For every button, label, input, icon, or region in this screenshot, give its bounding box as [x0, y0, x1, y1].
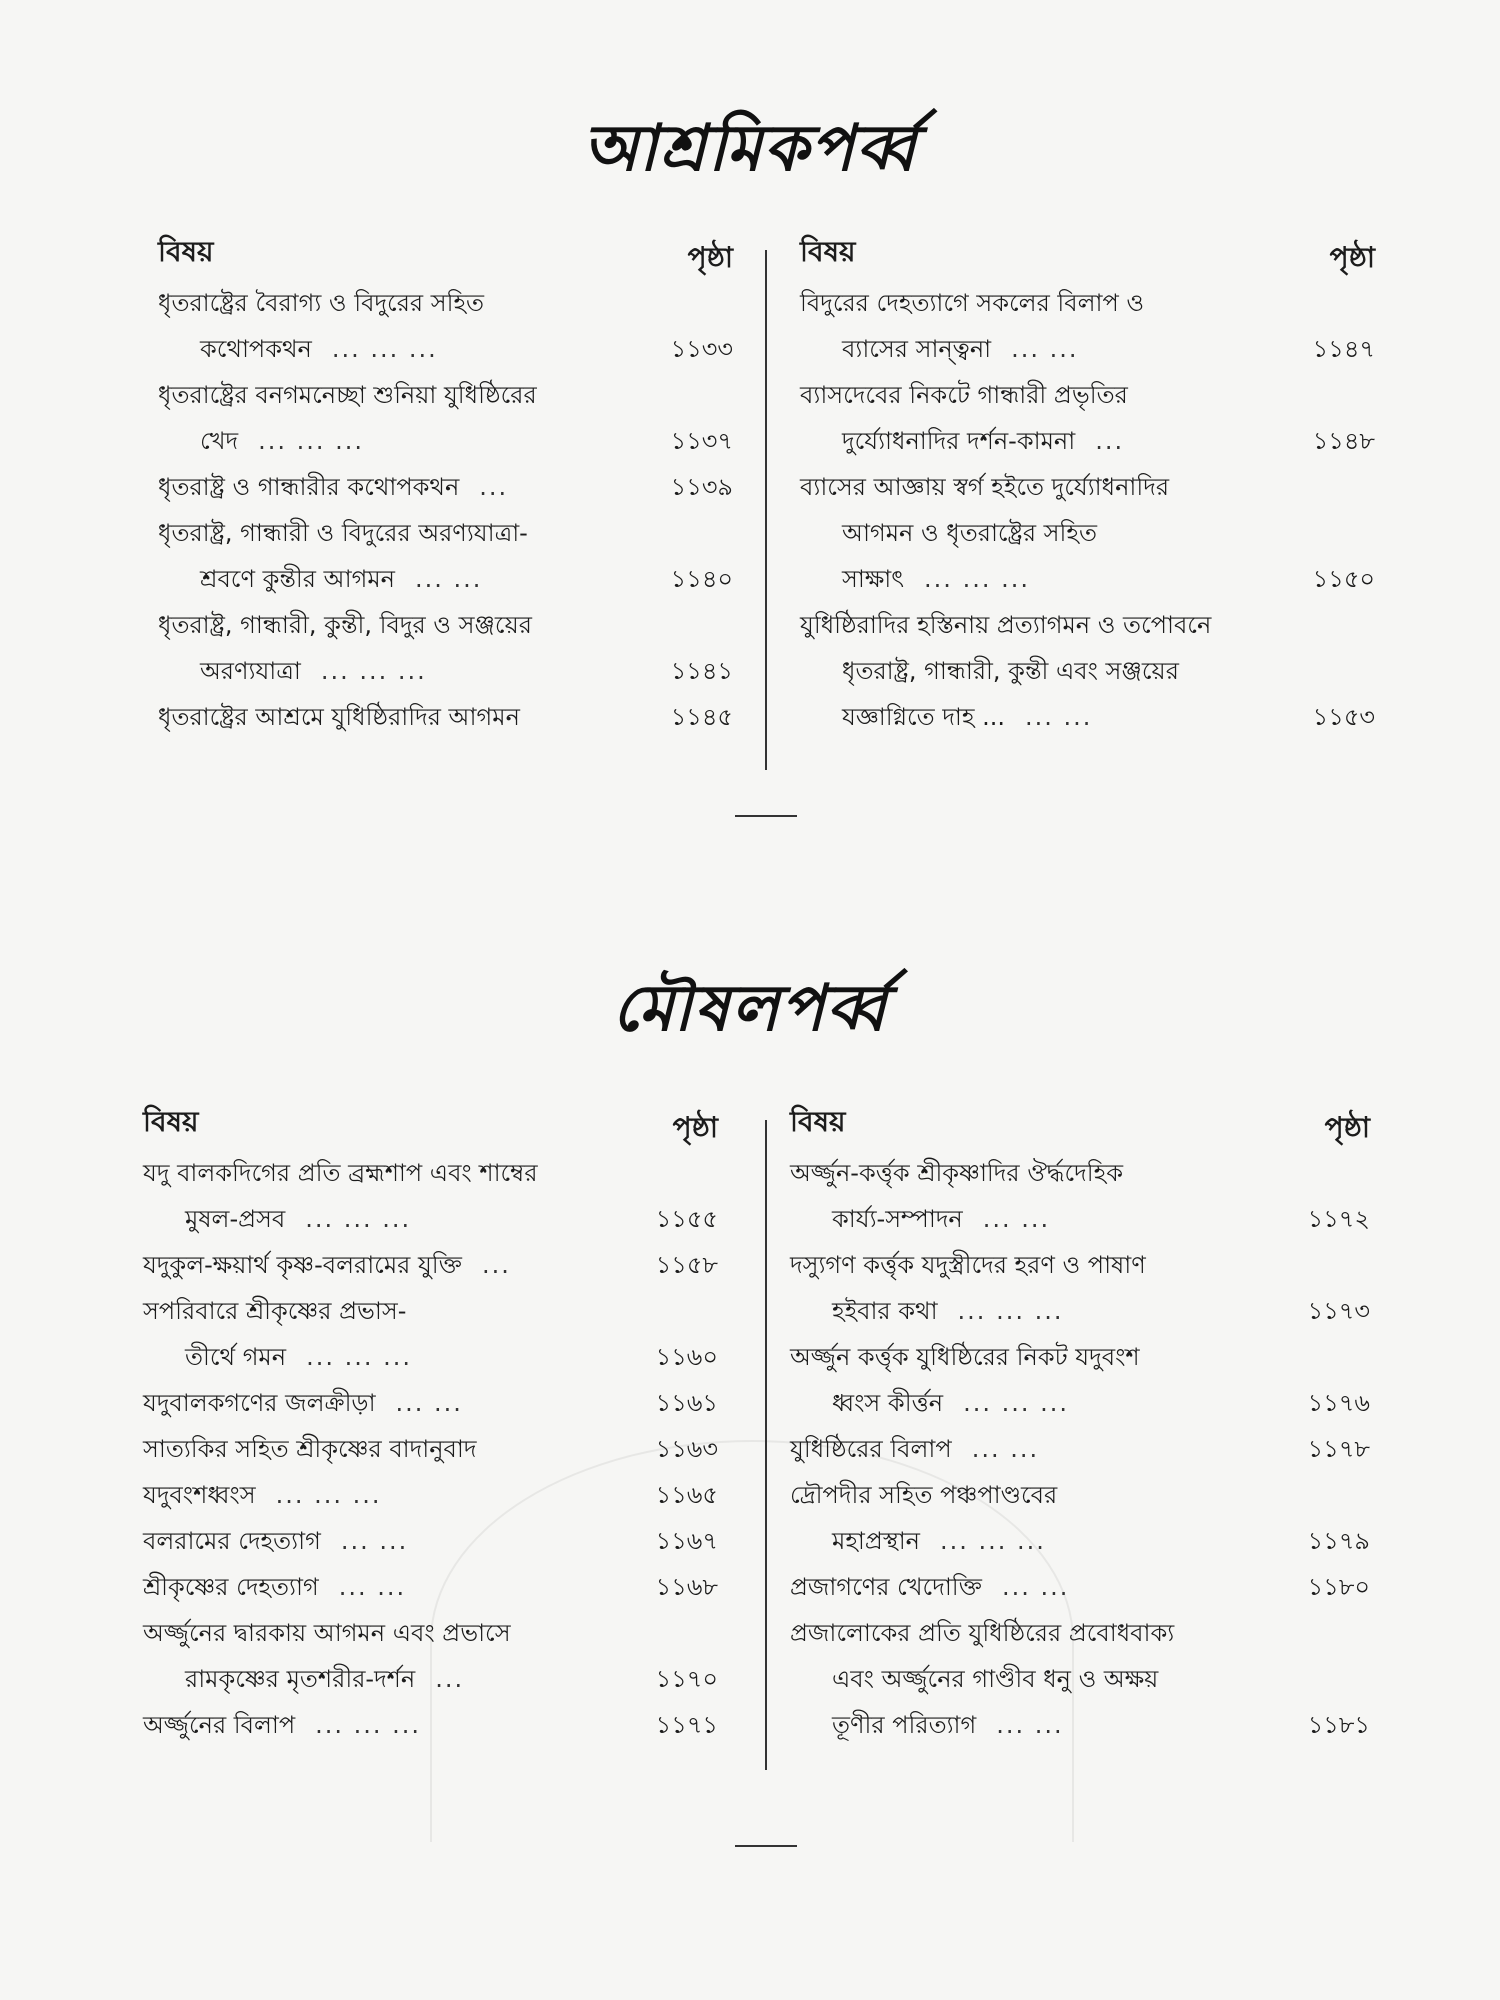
section-end-rule [735, 1845, 797, 1847]
toc-entry [158, 602, 733, 694]
entry-line [790, 1702, 1370, 1748]
topic-heading: বিষয় [800, 235, 856, 268]
toc-entry [143, 1610, 718, 1702]
toc-entry [790, 1426, 1370, 1472]
toc-entry [790, 1564, 1370, 1610]
toc-entry [143, 1150, 718, 1242]
right-column [800, 230, 1375, 740]
entry-line [158, 648, 733, 694]
entry-line [790, 1380, 1370, 1426]
toc-entry [800, 280, 1375, 372]
leader-dots: ... ... ... [320, 657, 427, 685]
page-number: ১১৪০ [670, 565, 733, 593]
page-number: ১১৪৫ [670, 703, 733, 731]
leader-dots: ... ... [415, 565, 483, 593]
page-number: ১১৪১ [670, 657, 733, 685]
entry-text: অর্জ্জুন কর্ত্তৃক যুধিষ্ঠিরের নিকট যদুবংশ [790, 1343, 1140, 1371]
section-end-rule [735, 815, 797, 817]
entry-line [143, 1196, 718, 1242]
entry-line [800, 556, 1375, 602]
toc-entry [790, 1150, 1370, 1242]
column-divider [765, 250, 767, 770]
column-header [143, 1100, 718, 1150]
entry-line [800, 372, 1375, 418]
leader-dots: ... [1095, 427, 1125, 455]
entry-text: শ্রীকৃষ্ণের দেহত্যাগ [143, 1573, 319, 1601]
topic-heading: বিষয় [158, 235, 214, 268]
page-number: ১১৬৫ [655, 1481, 718, 1509]
toc-entry [790, 1472, 1370, 1564]
entry-line [800, 418, 1375, 464]
toc-entry [158, 464, 733, 510]
page-number: ১১৮০ [1307, 1573, 1370, 1601]
page-number: ১১৬৭ [655, 1527, 718, 1555]
entry-text: খেদ [200, 427, 239, 455]
page-number: ১১৭৯ [1307, 1527, 1370, 1555]
entry-line [143, 1288, 718, 1334]
toc-entry [143, 1472, 718, 1518]
toc-entry [158, 510, 733, 602]
toc-entry [143, 1288, 718, 1380]
entry-text: প্রজাগণের খেদোক্তি [790, 1573, 982, 1601]
entry-text: ধৃতরাষ্ট্রের আশ্রমে যুধিষ্ঠিরাদির আগমন [158, 703, 520, 731]
page-number: ১১৪৮ [1312, 427, 1375, 455]
leader-dots: ... ... ... [331, 335, 438, 363]
entry-line [158, 556, 733, 602]
page-number: ১১৭২ [1307, 1205, 1370, 1233]
toc-entry [158, 694, 733, 740]
entry-text: হইবার কথা [832, 1297, 938, 1325]
entry-line [143, 1334, 718, 1380]
entry-text: শ্রবণে কুন্তীর আগমন [200, 565, 395, 593]
entry-text: সাক্ষাৎ [842, 565, 905, 593]
entry-line [158, 372, 733, 418]
entry-text: ধৃতরাষ্ট্র, গান্ধারী ও বিদুরের অরণ্যযাত্রা- [158, 519, 528, 547]
entry-line [790, 1564, 1370, 1610]
column-header [158, 230, 733, 280]
page-heading: পৃষ্ঠা [672, 1111, 718, 1144]
entry-line [790, 1288, 1370, 1334]
toc-entry [800, 464, 1375, 602]
entry-line [143, 1242, 718, 1288]
leader-dots: ... [479, 473, 509, 501]
leader-dots: ... ... ... [305, 1205, 412, 1233]
page-heading: পৃষ্ঠা [1329, 241, 1375, 274]
entry-text: রামকৃষ্ণের মৃতশরীর-দর্শন [185, 1665, 416, 1693]
toc-entry [143, 1426, 718, 1472]
entry-text: যুধিষ্ঠিরাদির হস্তিনায় প্রত্যাগমন ও তপোবনে [800, 611, 1212, 639]
entry-text: দস্যুগণ কর্ত্তৃক যদুস্ত্রীদের হরণ ও পাষাণ [790, 1251, 1146, 1279]
topic-heading: বিষয় [143, 1105, 199, 1138]
leader-dots: ... ... ... [275, 1481, 382, 1509]
entry-text: অরণ্যযাত্রা [200, 657, 301, 685]
entry-line [158, 280, 733, 326]
toc-entry [790, 1334, 1370, 1426]
section-title: মৌষলপর্ব্ব [612, 971, 888, 1046]
entry-line [143, 1150, 718, 1196]
entry-line [143, 1518, 718, 1564]
leader-dots: ... ... [982, 1205, 1051, 1233]
entry-text: কথোপকথন [200, 335, 312, 363]
column-header [800, 230, 1375, 280]
entry-text: ধৃতরাষ্ট্রের বৈরাগ্য ও বিদুরের সহিত [158, 289, 485, 317]
page-number: ১১৬১ [655, 1389, 718, 1417]
entry-text: কার্য্য-সম্পাদন [832, 1205, 963, 1233]
entry-text: ধৃতরাষ্ট্রের বনগমনেচ্ছা শুনিয়া যুধিষ্ঠিরের [158, 381, 537, 409]
leader-dots: ... ... [338, 1573, 407, 1601]
toc-entry [790, 1242, 1370, 1334]
entry-line [790, 1242, 1370, 1288]
leader-dots: ... ... [340, 1527, 409, 1555]
page-heading: পৃষ্ঠা [687, 241, 733, 274]
entry-line [143, 1380, 718, 1426]
page-number: ১১৩৯ [670, 473, 733, 501]
leader-dots: ... ... ... [939, 1527, 1046, 1555]
entry-text: ধৃতরাষ্ট্র, গান্ধারী, কুন্তী এবং সঞ্জয়ের [842, 657, 1179, 685]
entry-line [158, 602, 733, 648]
entry-text: দুর্য্যোধনাদির দর্শন-কামনা [842, 427, 1076, 455]
entry-line [158, 464, 733, 510]
entry-line [158, 694, 733, 740]
entry-text: অর্জ্জুনের দ্বারকায় আগমন এবং প্রভাসে [143, 1619, 511, 1647]
leader-dots: ... ... [395, 1389, 463, 1417]
entry-line [800, 510, 1375, 556]
entry-text: বলরামের দেহত্যাগ [143, 1527, 321, 1555]
entry-text: ধৃতরাষ্ট্র, গান্ধারী, কুন্তী, বিদুর ও সঞ্জয়ের [158, 611, 532, 639]
entry-line [790, 1426, 1370, 1472]
entry-text: অর্জ্জুনের বিলাপ [143, 1711, 296, 1739]
leader-dots: ... ... ... [924, 565, 1030, 593]
entry-text: মুষল-প্রসব [185, 1205, 286, 1233]
entry-line [790, 1150, 1370, 1196]
toc-entry [790, 1610, 1370, 1748]
toc-entry [143, 1242, 718, 1288]
page-number: ১১৫৮ [655, 1251, 718, 1279]
entry-text: ব্যাসদেবের নিকটে গান্ধারী প্রভৃতির [800, 381, 1128, 409]
entry-text: ধৃতরাষ্ট্র ও গান্ধারীর কথোপকথন [158, 473, 460, 501]
leader-dots: ... ... ... [258, 427, 365, 455]
entry-line [790, 1518, 1370, 1564]
toc-entry [800, 602, 1375, 740]
entry-line [790, 1334, 1370, 1380]
entry-text: সপরিবারে শ্রীকৃষ্ণের প্রভাস- [143, 1297, 407, 1325]
entry-text: বিদুরের দেহত্যাগে সকলের বিলাপ ও [800, 289, 1145, 317]
toc-entry [158, 372, 733, 464]
toc-entry [800, 372, 1375, 464]
left-column [143, 1100, 718, 1748]
toc-entry [143, 1564, 718, 1610]
entry-line [800, 602, 1375, 648]
page-number: ১১৬৮ [655, 1573, 718, 1601]
page-number: ১১৬০ [655, 1343, 718, 1371]
entry-line [790, 1656, 1370, 1702]
entry-line [800, 280, 1375, 326]
leader-dots: ... ... ... [315, 1711, 422, 1739]
entry-line [143, 1472, 718, 1518]
entry-text: যদু বালকদিগের প্রতি ব্রহ্মশাপ এবং শাম্বের [143, 1159, 538, 1187]
column-header [790, 1100, 1370, 1150]
leader-dots: ... ... [1001, 1573, 1070, 1601]
entry-text: যদুকুল-ক্ষয়ার্থ কৃষ্ণ-বলরামের যুক্তি [143, 1251, 462, 1279]
entry-text: তূণীর পরিত্যাগ [832, 1711, 977, 1739]
leader-dots: ... ... [971, 1435, 1040, 1463]
page-number: ১১৪৭ [1312, 335, 1375, 363]
entry-line [790, 1472, 1370, 1518]
entry-text: ধ্বংস কীর্ত্তন [832, 1389, 944, 1417]
entry-line [143, 1702, 718, 1748]
entry-text: মহাপ্রস্থান [832, 1527, 920, 1555]
entry-line [790, 1610, 1370, 1656]
page-number: ১১৭৮ [1307, 1435, 1370, 1463]
leader-dots: ... ... ... [306, 1343, 412, 1371]
topic-heading: বিষয় [790, 1105, 846, 1138]
page-number: ১১৮১ [1307, 1711, 1370, 1739]
page-number: ১১৭৩ [1307, 1297, 1370, 1325]
page-number: ১১৫৩ [1312, 703, 1375, 731]
entry-line [790, 1196, 1370, 1242]
entry-line [143, 1426, 718, 1472]
entry-line [143, 1610, 718, 1656]
entry-text: আগমন ও ধৃতরাষ্ট্রের সহিত [842, 519, 1098, 547]
page-number: ১১৬৩ [655, 1435, 718, 1463]
column-divider [765, 1120, 767, 1770]
toc-entry [158, 280, 733, 372]
entry-text: অর্জ্জুন-কর্ত্তৃক শ্রীকৃষ্ণাদির ঔর্দ্ধদেহিক [790, 1159, 1124, 1187]
entry-line [158, 418, 733, 464]
entry-text: দ্রৌপদীর সহিত পঞ্চপাণ্ডবের [790, 1481, 1058, 1509]
page-number: ১১৫০ [1312, 565, 1375, 593]
entry-text: এবং অর্জ্জুনের গাণ্ডীব ধনু ও অক্ষয় [832, 1665, 1159, 1693]
entry-text: সাত্যকির সহিত শ্রীকৃষ্ণের বাদানুবাদ [143, 1435, 477, 1463]
entry-text: যদুবংশধ্বংস [143, 1481, 256, 1509]
leader-dots: ... ... ... [963, 1389, 1069, 1417]
entry-text: যদুবালকগণের জলক্রীড়া [143, 1389, 376, 1417]
entry-text: ব্যাসের আজ্ঞায় স্বর্গ হইতে দুর্য্যোধনাদির [800, 473, 1170, 501]
leader-dots: ... ... [996, 1711, 1064, 1739]
entry-text: যুধিষ্ঠিরের বিলাপ [790, 1435, 952, 1463]
entry-line [800, 326, 1375, 372]
toc-entry [143, 1702, 718, 1748]
entry-text: প্রজালোকের প্রতি যুধিষ্ঠিরের প্রবোধবাক্য [790, 1619, 1175, 1647]
entry-line [143, 1656, 718, 1702]
leader-dots: ... ... ... [957, 1297, 1064, 1325]
entry-text: তীর্থে গমন [185, 1343, 287, 1371]
page-number: ১১৭১ [655, 1711, 718, 1739]
page-number: ১১৭০ [655, 1665, 718, 1693]
entry-text: যজ্ঞাগ্নিতে দাহ ... [842, 703, 1006, 731]
leader-dots: ... [482, 1251, 511, 1279]
right-column [790, 1100, 1370, 1748]
leader-dots: ... ... [1011, 335, 1079, 363]
section-title: আশ্রমিকপর্ব্ব [582, 111, 918, 186]
entry-text: ব্যাসের সান্ত্বনা [842, 335, 992, 363]
entry-line [800, 464, 1375, 510]
leader-dots: ... [435, 1665, 465, 1693]
entry-line [800, 648, 1375, 694]
entry-line [158, 510, 733, 556]
page-heading: পৃষ্ঠা [1324, 1111, 1370, 1144]
page-number: ১১৫৫ [655, 1205, 718, 1233]
entry-line [158, 326, 733, 372]
toc-entry [143, 1518, 718, 1564]
page-number: ১১৩৭ [670, 427, 733, 455]
left-column [158, 230, 733, 740]
entry-line [800, 694, 1375, 740]
page-number: ১১৭৬ [1307, 1389, 1370, 1417]
entry-line [143, 1564, 718, 1610]
toc-entry [143, 1380, 718, 1426]
leader-dots: ... ... [1025, 703, 1093, 731]
page-number: ১১৩৩ [670, 335, 733, 363]
